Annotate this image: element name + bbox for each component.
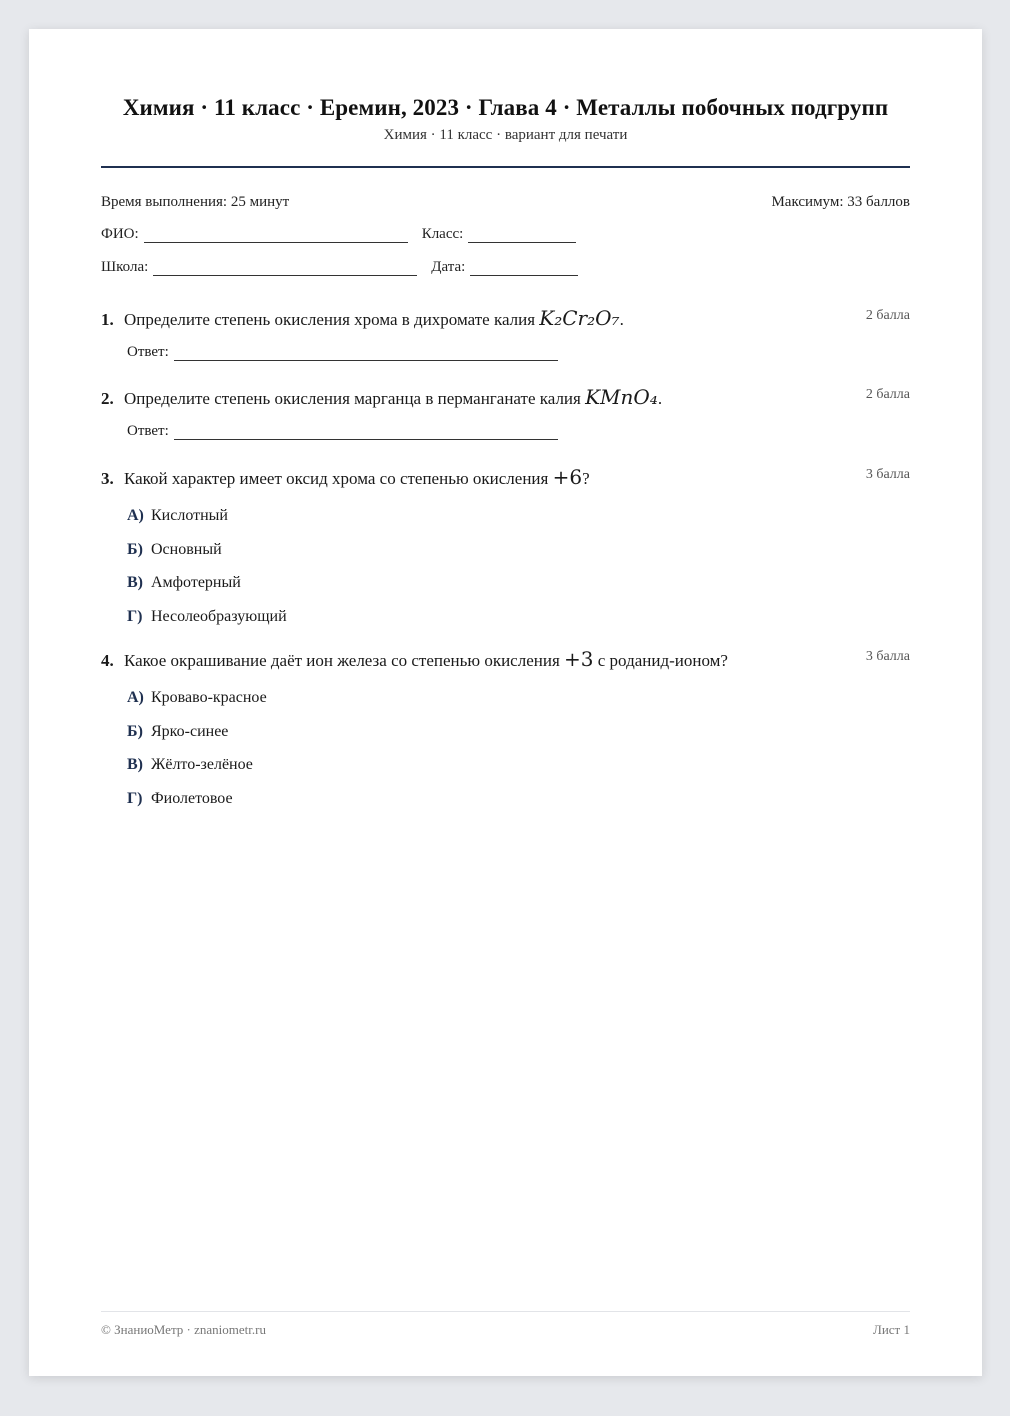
- answer-option-b[interactable]: [127, 715, 910, 749]
- question-header: [101, 306, 910, 330]
- answer-field[interactable]: [174, 425, 558, 440]
- question-1: [101, 306, 910, 385]
- option-letter: В): [127, 756, 143, 774]
- question-text-after: с роданид-ионом?: [597, 651, 728, 670]
- question-text-before: Определите степень окисления марганца в перманганате калия: [124, 389, 581, 408]
- option-letter: А): [127, 506, 144, 524]
- question-points: 3 балла: [865, 467, 910, 482]
- question-text-before: Определите степень окисления хрома в дихромате калия: [124, 310, 536, 329]
- class-label: Класс:: [421, 226, 464, 242]
- school-field[interactable]: [153, 261, 417, 276]
- fio-class-row: [101, 226, 910, 243]
- option-letter: Г): [127, 789, 143, 807]
- worksheet-header: [101, 95, 910, 144]
- question-text-after: .: [619, 310, 624, 329]
- question-text: [124, 385, 910, 409]
- option-letter: А): [127, 688, 144, 706]
- answer-label: Ответ:: [127, 423, 169, 439]
- answer-row: [127, 344, 910, 361]
- option-letter: Б): [127, 540, 143, 558]
- option-text: Основный: [151, 540, 222, 558]
- question-formula: K₂Cr₂O₇: [539, 306, 620, 330]
- question-formula: +6: [552, 465, 583, 489]
- date-label: Дата:: [431, 259, 466, 275]
- option-letter: В): [127, 574, 143, 592]
- answer-label: Ответ:: [127, 344, 169, 360]
- student-info: [101, 194, 910, 276]
- school-label: Школа:: [101, 259, 149, 275]
- question-header: [101, 647, 910, 671]
- answer-option-g[interactable]: [127, 782, 910, 816]
- option-text: Ярко-синее: [151, 722, 229, 740]
- question-points: 2 балла: [865, 387, 910, 402]
- answer-option-b[interactable]: [127, 533, 910, 567]
- page-title: Химия · 11 класс · Еремин, 2023 · Глава 4 · Металлы побочных подгрупп: [122, 95, 889, 120]
- fio-label: ФИО:: [101, 226, 139, 242]
- school-date-row: [101, 259, 910, 276]
- answer-field[interactable]: [174, 346, 558, 361]
- class-field[interactable]: [468, 228, 576, 243]
- answer-options: [127, 681, 910, 816]
- question-text-after: .: [657, 389, 663, 408]
- max-score: Максимум: 33 баллов: [771, 194, 910, 210]
- page-footer: [101, 1322, 910, 1338]
- question-points: 3 балла: [865, 649, 910, 664]
- question-number: 1.: [101, 310, 114, 329]
- question-formula: KMnO₄: [585, 385, 658, 409]
- date-field[interactable]: [470, 261, 578, 276]
- sheet-number: Лист 1: [873, 1322, 910, 1337]
- answer-option-v[interactable]: [127, 566, 910, 600]
- answer-options: [127, 499, 910, 634]
- fio-field[interactable]: [144, 228, 408, 243]
- question-3: [101, 465, 910, 647]
- answer-row: [127, 423, 910, 440]
- header-divider: [101, 166, 910, 168]
- question-number: 3.: [101, 469, 114, 488]
- question-header: [101, 385, 910, 409]
- answer-option-v[interactable]: [127, 748, 910, 782]
- option-text: Кислотный: [151, 506, 228, 524]
- question-text-before: Какой характер имеет оксид хрома со степенью окисления: [124, 469, 549, 488]
- answer-option-g[interactable]: [127, 600, 910, 634]
- question-number: 2.: [101, 389, 114, 408]
- answer-option-a[interactable]: [127, 681, 910, 715]
- answer-option-a[interactable]: [127, 499, 910, 533]
- meta-row: [101, 194, 910, 211]
- question-formula: +3: [564, 647, 594, 671]
- footer-copyright: © ЗнаниоМетр · znaniometr.ru: [101, 1322, 266, 1337]
- question-2: [101, 385, 910, 465]
- question-text: [124, 465, 910, 489]
- question-text: [124, 647, 910, 671]
- option-text: Несолеобразующий: [151, 607, 287, 625]
- worksheet-page: [29, 29, 982, 1376]
- page-subtitle: Химия · 11 класс · вариант для печати: [383, 127, 628, 143]
- footer-divider: [101, 1311, 910, 1312]
- question-4: [101, 647, 910, 829]
- question-text-after: ?: [582, 469, 590, 488]
- option-text: Жёлто-зелёное: [151, 756, 253, 774]
- option-text: Фиолетовое: [151, 789, 233, 807]
- time-limit: Время выполнения: 25 минут: [101, 194, 290, 210]
- option-letter: Г): [127, 607, 143, 625]
- question-list: [101, 306, 910, 829]
- question-header: [101, 465, 910, 489]
- question-number: 4.: [101, 651, 114, 670]
- question-points: 2 балла: [865, 308, 910, 323]
- question-text-before: Какое окрашивание даёт ион железа со степенью окисления: [124, 651, 560, 670]
- question-text: [124, 306, 910, 330]
- option-text: Амфотерный: [151, 574, 241, 592]
- option-text: Кроваво-красное: [151, 688, 267, 706]
- option-letter: Б): [127, 722, 143, 740]
